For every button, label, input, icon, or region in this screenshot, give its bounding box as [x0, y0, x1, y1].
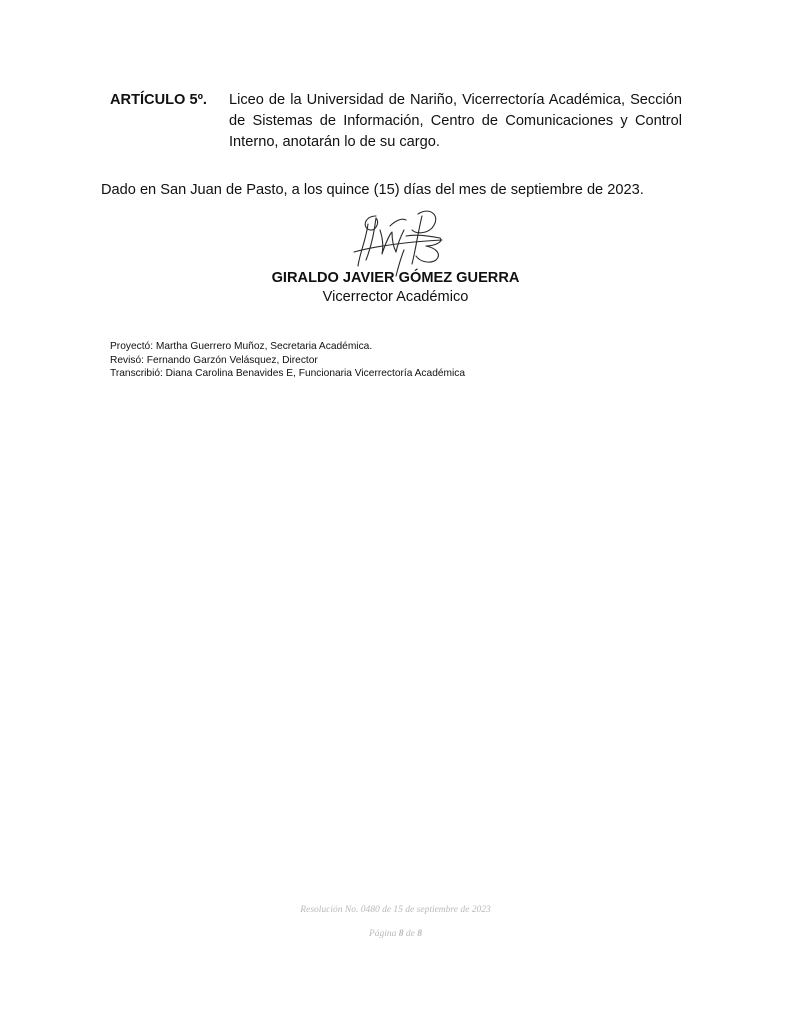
page-current: 8 — [398, 929, 404, 939]
signer-role: Vicerrector Académico — [322, 289, 469, 305]
article-body: Liceo de la Universidad de Nariño, Vicerrectoría Académica, Sección de Sistemas de Información, Centro de Comunicaciones y Control Interno, anotarán lo de su cargo. — [229, 92, 682, 150]
credit-reviewed: Revisó: Fernando Garzón Velásquez, Director — [110, 354, 318, 366]
credit-projected: Proyectó: Martha Guerrero Muñoz, Secretaria Académica. — [110, 341, 373, 352]
credit-transcribed: Transcribió: Diana Carolina Benavides E, Funcionaria Vicerrectoría Académica — [110, 368, 466, 379]
page-total: 8 — [417, 929, 423, 939]
page-separator: de — [405, 929, 415, 939]
closing-statement: Dado en San Juan de Pasto, a los quince (15) días del mes de septiembre de 2023. — [101, 182, 644, 198]
credits-block — [110, 340, 465, 381]
article-label: ARTÍCULO 5º. — [110, 92, 207, 108]
page-number — [0, 929, 791, 939]
footer-reference: Resolución No. 0480 de 15 de septiembre de 2023 — [300, 905, 491, 915]
page-prefix: Página — [368, 929, 397, 939]
signer-name: GIRALDO JAVIER GÓMEZ GUERRA — [271, 270, 520, 286]
